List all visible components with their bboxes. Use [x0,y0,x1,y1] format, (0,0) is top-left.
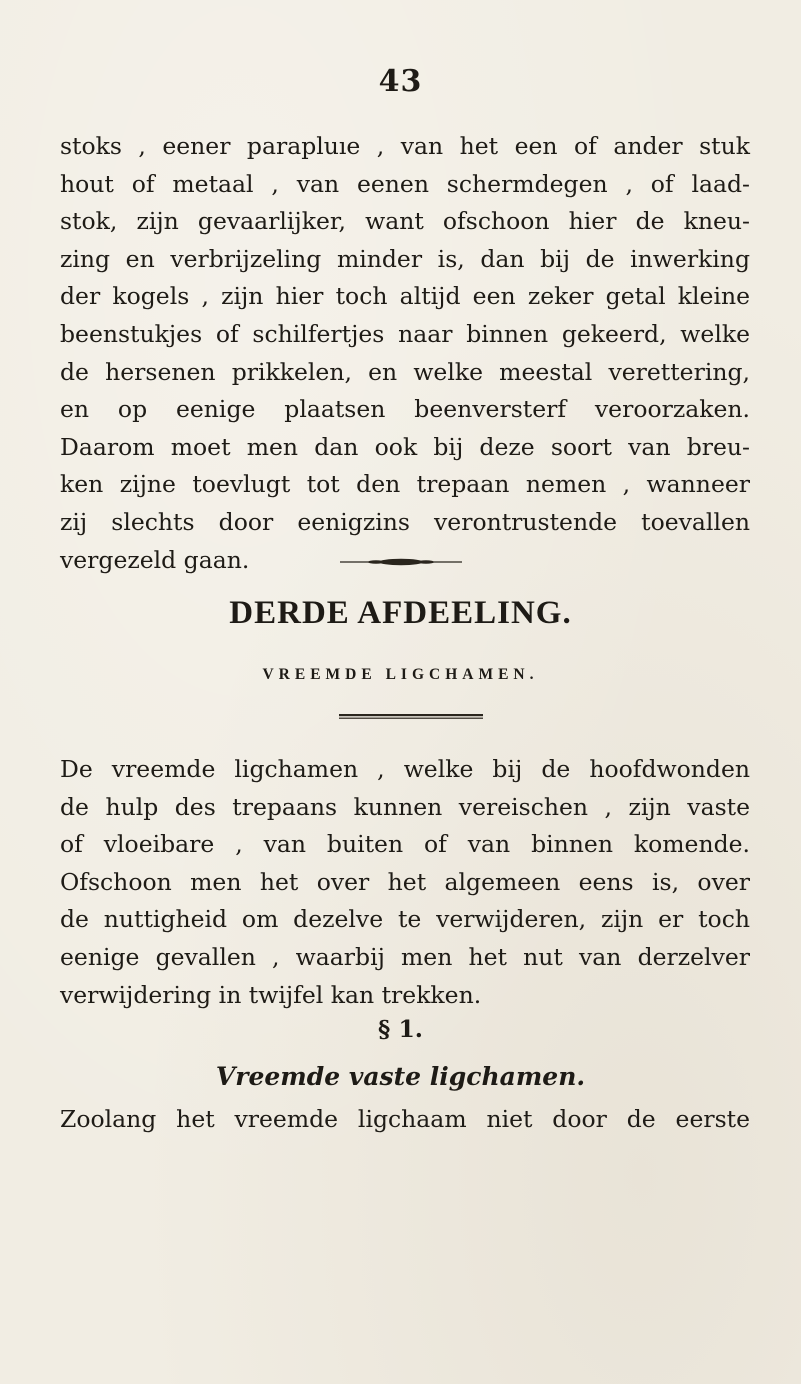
text-line: en op eenige plaatsen beenversterf veroorzaken. [60,395,750,424]
text-line: Zoolang het vreemde ligchaam niet door de eerste [60,1105,750,1133]
text-line: zij slechts door eenigzins verontrustende toevallen [60,507,750,536]
text-line: ken zijne toevlugt tot den trepaan nemen , wanneer [60,470,750,499]
text-line: der kogels , zijn hier toch altijd een zeker getal kleine [60,282,750,311]
text-line: de nuttigheid om dezelve te verwijderen, zijn er toch [60,905,750,934]
paragraph-body [60,1101,750,1139]
text-line: stoks , eener parapluıe , van het een of ander stuk [60,132,750,160]
text-line: de hersenen prikkelen, en welke meestal verettering, [60,357,750,386]
text-line: of vloeibare , van buiten of van binnen komende. [60,830,750,859]
paragraph-heading: Vreemde vaste ligchamen. [215,1062,586,1091]
paragraph-introduction [60,751,750,1014]
text-line: Ofschoon men het over het algemeen eens is, over [60,867,750,896]
text-line: vergezeld gaan. [60,545,250,574]
paragraph-continued [60,128,750,579]
text-line: de hulp des trepaans kunnen vereischen , zijn vaste [60,792,750,821]
section-title: DERDE AFDEELING. [229,595,572,631]
text-line: De vreemde ligchamen , welke bij de hoofdwonden [60,755,750,783]
text-line: hout of metaal , van eenen schermdegen , of laad- [60,169,750,198]
text-line: verwijdering in twijfel kan trekken. [60,980,482,1009]
text-line: Daarom moet men dan ook bij deze soort van breu- [60,432,750,461]
ornament-divider [336,557,466,567]
paragraph-section-number: § 1. [377,1015,423,1043]
page-number: 43 [378,64,423,99]
text-line: stok, zijn gevaarlijker, want ofschoon hier de kneu- [60,207,750,236]
text-line: beenstukjes of schilfertjes naar binnen gekeerd, welke [60,319,750,348]
text-line: zing en verbrijzeling minder is, dan bij de inwerking [60,244,750,273]
double-rule-divider [337,713,485,721]
text-line: eenige gevallen , waarbij men het nut van derzelver [60,942,750,971]
section-subtitle: VREEMDE LIGCHAMEN. [262,666,539,683]
